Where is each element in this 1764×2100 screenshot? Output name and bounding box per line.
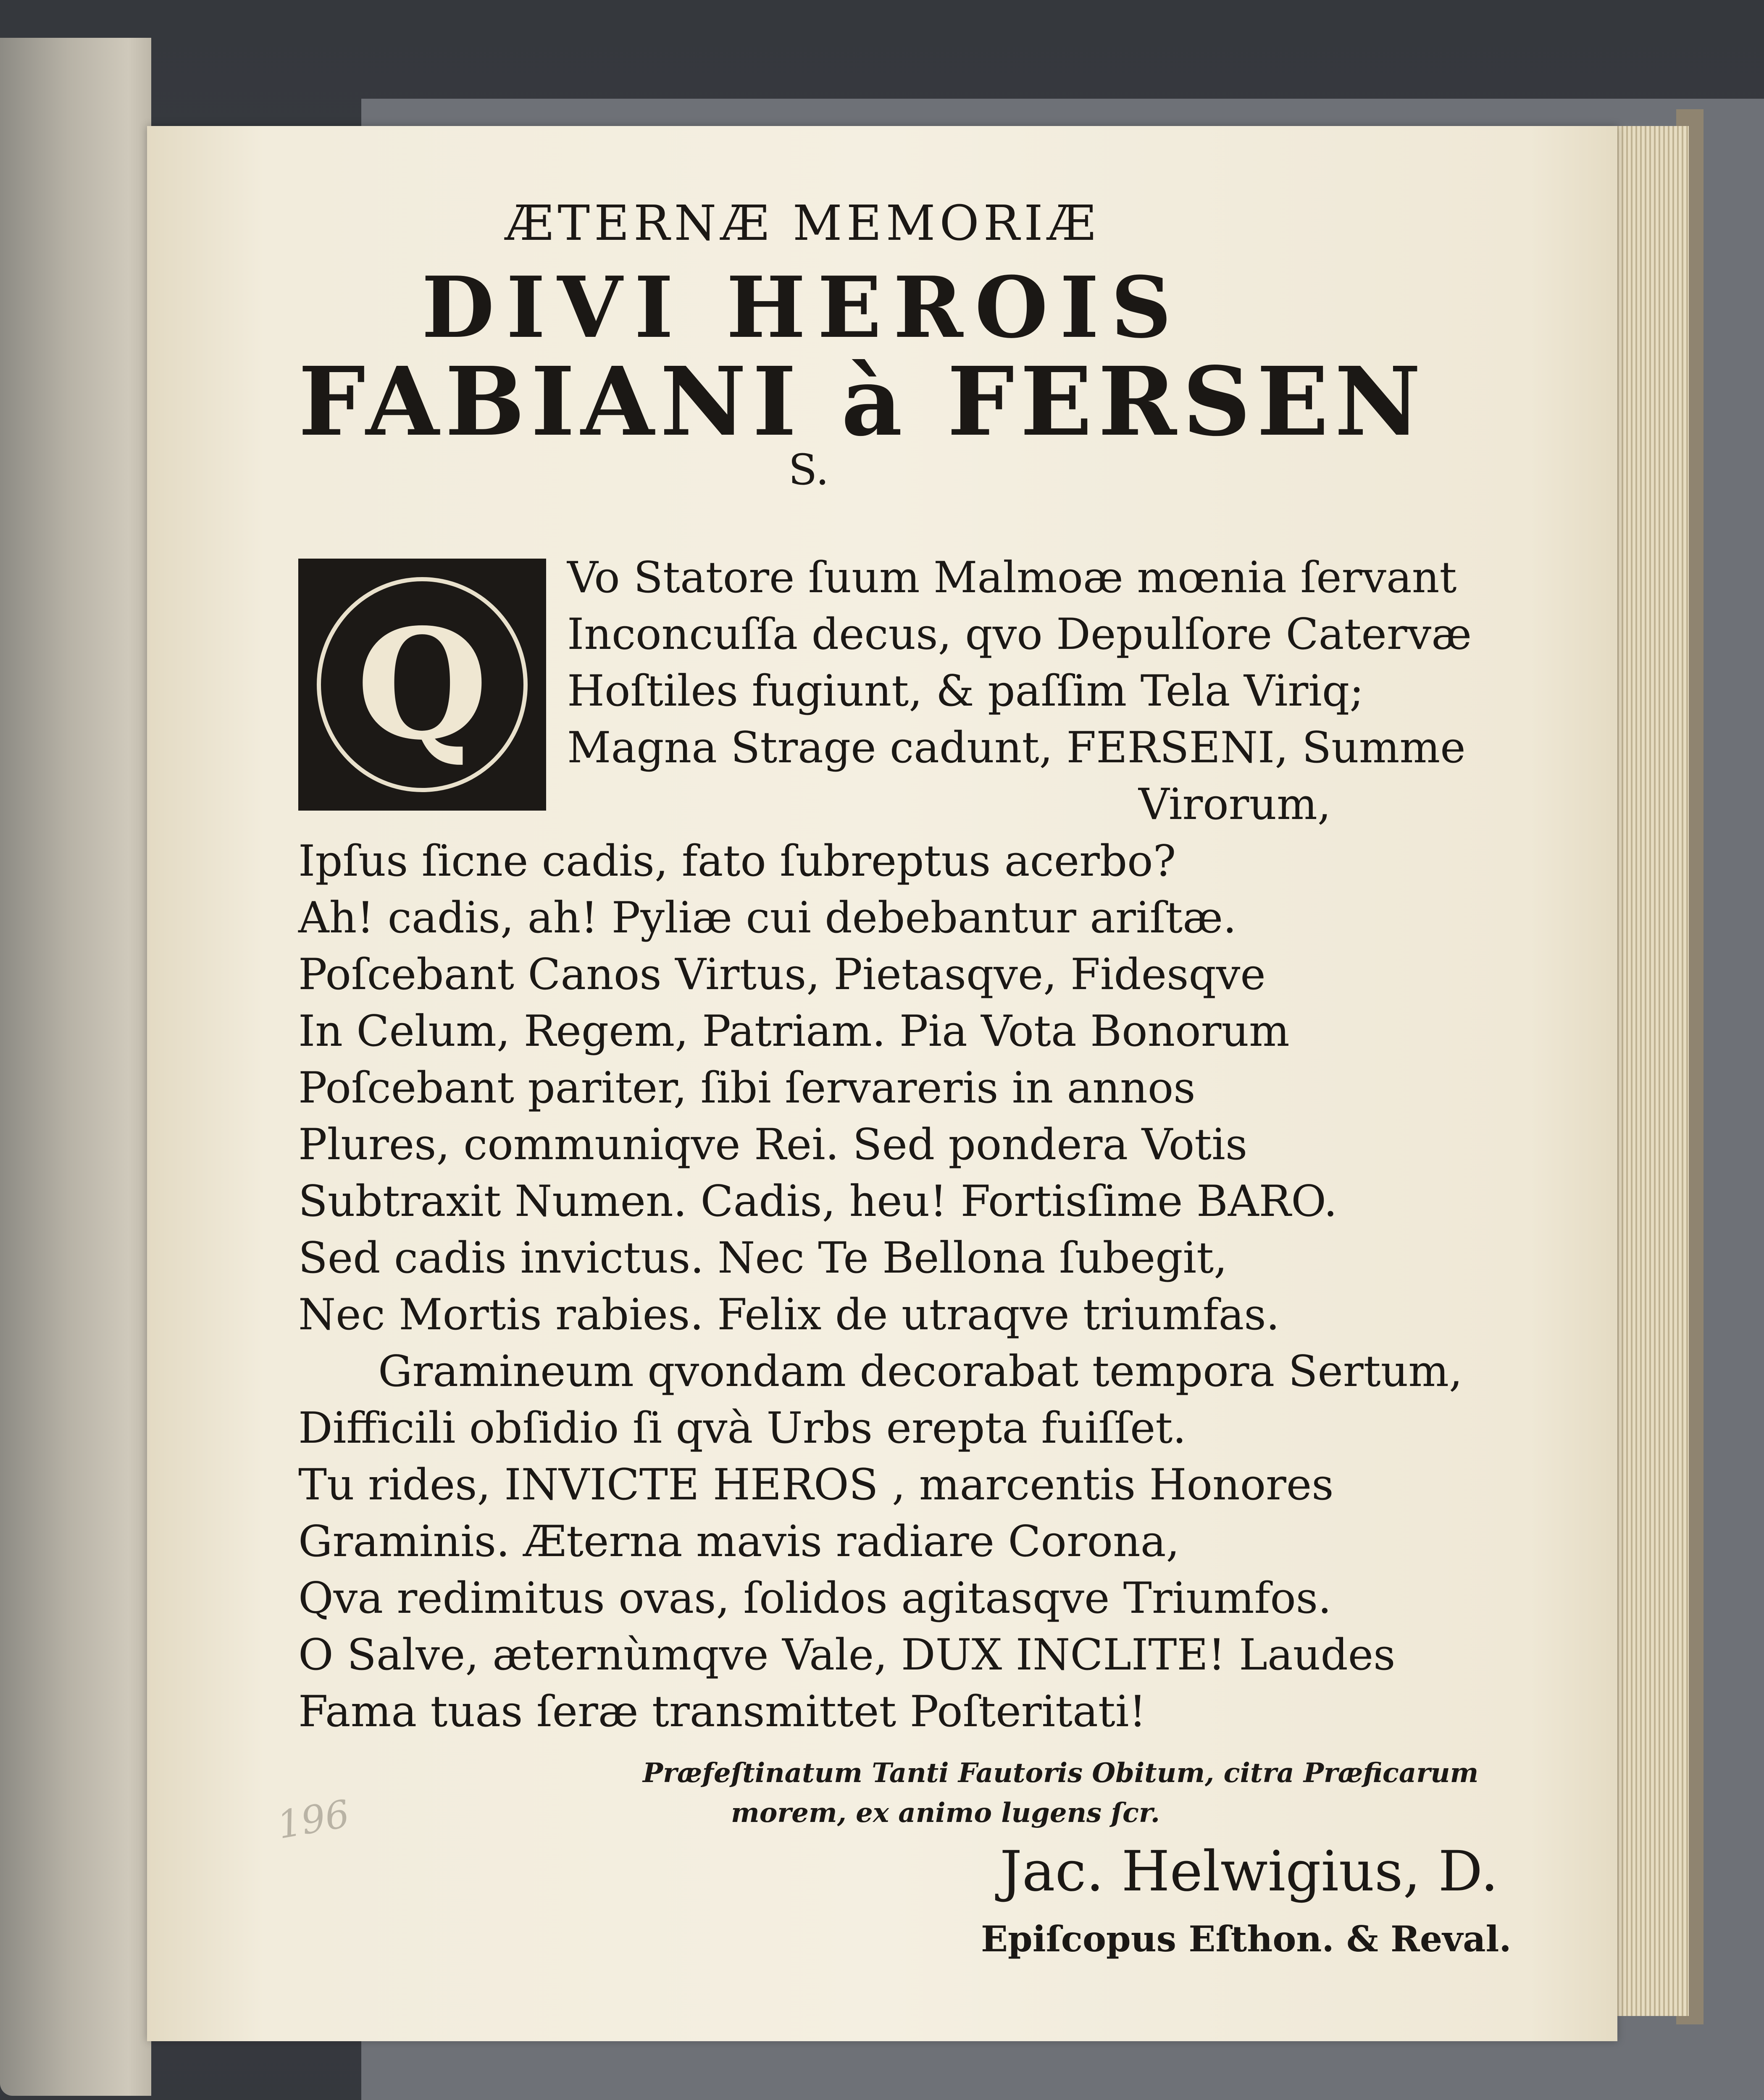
book-page: [147, 126, 1617, 2041]
verse-line: Graminis. Æterna mavis radiare Corona,: [298, 1517, 1180, 1567]
facing-page-edge: [0, 38, 151, 2096]
page-text-block: [274, 126, 1609, 2041]
heading-line-2: DIVI HEROIS: [421, 258, 1183, 357]
heading-line-4: S.: [788, 445, 829, 494]
dedication-note-line-1: Præfeſtinatum Tanti Fautoris Obitum, citra Præficarum: [643, 1757, 1479, 1789]
initial-ornament-ring: [317, 577, 528, 792]
verse-line: Fama tuas ſeræ transmittet Poſteritati!: [298, 1687, 1146, 1737]
verse-line: Gramineum qvondam decorabat tempora Sertum,: [378, 1347, 1463, 1396]
author-title: Epiſcopus Eſthon. & Reval.: [981, 1918, 1512, 1960]
verse-line: Poſcebant Canos Virtus, Pietasqve, Fidesqve: [298, 950, 1266, 1000]
dedication-note-line-2: morem, ex animo lugens ſcr.: [731, 1797, 1160, 1829]
verse-line: Tu rides, INVICTE HEROS , marcentis Honores: [298, 1460, 1334, 1510]
verse-line: O Salve, æternùmqve Vale, DUX INCLITE! Laudes: [298, 1630, 1396, 1680]
verse-line: Inconcuſſa decus, qvo Depulſore Catervæ: [567, 609, 1472, 659]
verse-line: Subtraxit Numen. Cadis, heu! Fortisſime BARO.: [298, 1176, 1338, 1226]
ornamental-initial: [298, 559, 546, 811]
verse-line: Vo Statore ſuum Malmoæ mœnia ſervant: [567, 553, 1457, 603]
verse-line: Sed cadis invictus. Nec Te Bellona ſubegit,: [298, 1233, 1228, 1283]
author-signature: Jac. Helwigius, D.: [1000, 1839, 1498, 1904]
initial-letter: Q: [356, 596, 488, 773]
verse-line: Hoſtiles fugiunt, & paſſim Tela Viriq;: [567, 666, 1364, 716]
verse-line: Ah! cadis, ah! Pyliæ cui debebantur ariſtæ.: [298, 893, 1237, 943]
verse-line: Virorum,: [1138, 780, 1331, 830]
verse-line: Nec Mortis rabies. Felix de utraqve triumfas.: [298, 1290, 1280, 1340]
verse-line: In Celum, Regem, Patriam. Pia Vota Bonorum: [298, 1006, 1290, 1056]
verse-line: Ipſus ſicne cadis, fato ſubreptus acerbo?: [298, 836, 1176, 886]
page-stack-edges: [1605, 126, 1689, 2016]
verse-line: Difficili obſidio ſi qvà Urbs erepta fuiſſet.: [298, 1403, 1186, 1453]
verse-line: Magna Strage cadunt, FERSENI, Summe: [567, 723, 1466, 773]
verse-line: Plures, communiqve Rei. Sed pondera Votis: [298, 1120, 1248, 1170]
pencil-folio-mark: 196: [274, 1791, 353, 1848]
heading-line-3: FABIANI à FERSEN: [298, 346, 1427, 457]
heading-line-1: ÆTERNÆ MEMORIÆ: [505, 195, 1100, 252]
verse-line: Qva redimitus ovas, ſolidos agitasqve Triumfos.: [298, 1573, 1332, 1623]
verse-line: Poſcebant pariter, ſibi ſervareris in annos: [298, 1063, 1196, 1113]
